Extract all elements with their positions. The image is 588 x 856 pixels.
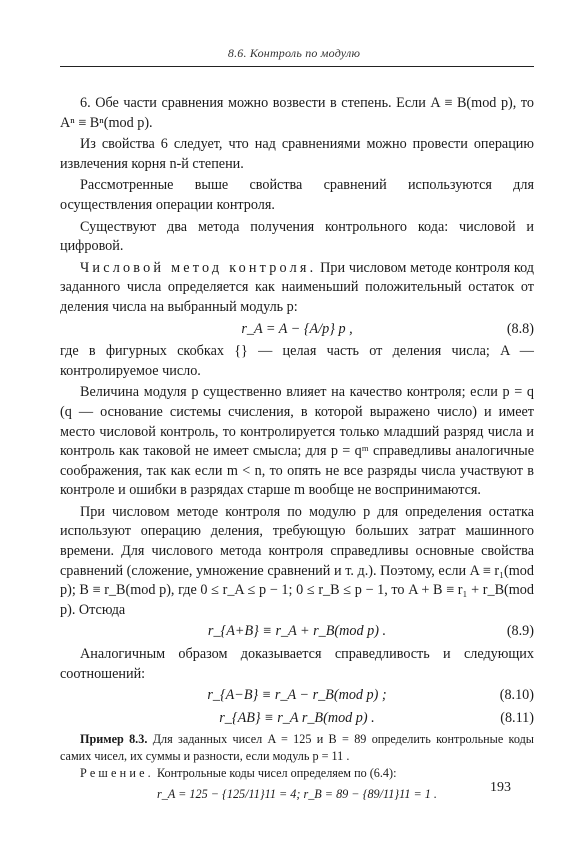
- header-rule: [60, 66, 534, 67]
- equation-8-9: [60, 622, 534, 642]
- paragraph-division-operation: При числовом методе контроля по модулю p для определения остатка используют операцию деления, требующую больших затрат машинного времени. Для числового метода контроля справедливы основные свойства сравнений (сложение, умножение сравнений и т. д.). Поэтому, если A ≡ r₁(mod p); B ≡ r_B(mod p), где 0 ≤ r_A ≤ p − 1; 0 ≤ r_B ≤ p − 1, то A + B ≡ r₁ + r_B(mod p). Отсюда: [60, 503, 534, 618]
- paragraph-braces: где в фигурных скобках {} — целая часть от деления числа; A — контролируемое число.: [60, 343, 534, 379]
- equation-formula: r_{A−B} ≡ r_A − r_B(mod p) ;: [207, 687, 387, 704]
- main-text: [60, 94, 534, 807]
- paragraph-numeric-method: [60, 259, 534, 318]
- equation-formula: r_A = A − {A/p} p ,: [241, 320, 353, 337]
- equation-8-11: [60, 709, 534, 729]
- equation-number: (8.10): [499, 687, 534, 704]
- example-solution: [60, 765, 534, 782]
- paragraph-two-methods: Существуют два метода получения контрольного кода: числовой и цифровой.: [60, 218, 534, 255]
- numeric-method-heading: Числовой метод контроля.: [80, 259, 317, 276]
- paragraph-root-extraction: Из свойства 6 следует, что над сравнениями можно провести операцию извлечения корня n-й степени.: [60, 136, 534, 172]
- equation-number: (8.9): [506, 623, 534, 640]
- paragraph-modulus-quality: Величина модуля p существенно влияет на качество контроля; если p = q (q — основание системы счисления, в которой выражено число) и имеет место числовой контроль, то контролируется только младший разряд числа и контроль как таковой не имеет смысла; для p = qᵐ справедливы аналогичные соображения, так как если m < n, то опять не все разряды числа участвуют в контроле и ошибки в разрядах старше m вообще не воспринимаются.: [60, 384, 534, 499]
- equation-formula: r_{AB} ≡ r_A r_B(mod p) .: [219, 709, 375, 726]
- paragraph-properties-use: Рассмотренные выше свойства сравнений используются для осуществления операции контроля.: [60, 177, 534, 213]
- page-number: 193: [490, 780, 511, 795]
- solution-text: Контрольные коды чисел определяем по (6.4):: [153, 766, 397, 781]
- solution-formula: r_A = 125 − {125/11}11 = 4; r_B = 89 − {89/11}11 = 1 .: [157, 787, 437, 802]
- equation-number: (8.8): [506, 320, 534, 337]
- paragraph-analogous: Аналогичным образом доказывается справедливость и следующих соотношений:: [60, 646, 534, 682]
- running-header: 8.6. Контроль по модулю: [227, 46, 361, 60]
- solution-heading: Решение.: [80, 766, 154, 781]
- example-block: [60, 731, 534, 803]
- example-statement: [60, 731, 534, 765]
- equation-8-10: [60, 686, 534, 706]
- equation-8-8: [60, 320, 534, 340]
- equation-formula: r_{A+B} ≡ r_A + r_B(mod p) .: [207, 623, 387, 640]
- example-title: Пример 8.3.: [80, 732, 148, 747]
- paragraph-property-6: 6. Обе части сравнения можно возвести в степень. Если A ≡ B(mod p), то Aⁿ ≡ Bⁿ(mod p).: [60, 95, 534, 131]
- equation-number: (8.11): [500, 709, 534, 726]
- numeric-method-text: При числовом методе контроля код заданного числа определяется как наименьший положительный остаток от деления числа на выбранный модуль p:: [60, 259, 535, 315]
- example-text: Для заданных чисел A = 125 и B = 89 определить контрольные коды самих чисел, их суммы и разности, если модуль p = 11 .: [60, 732, 534, 764]
